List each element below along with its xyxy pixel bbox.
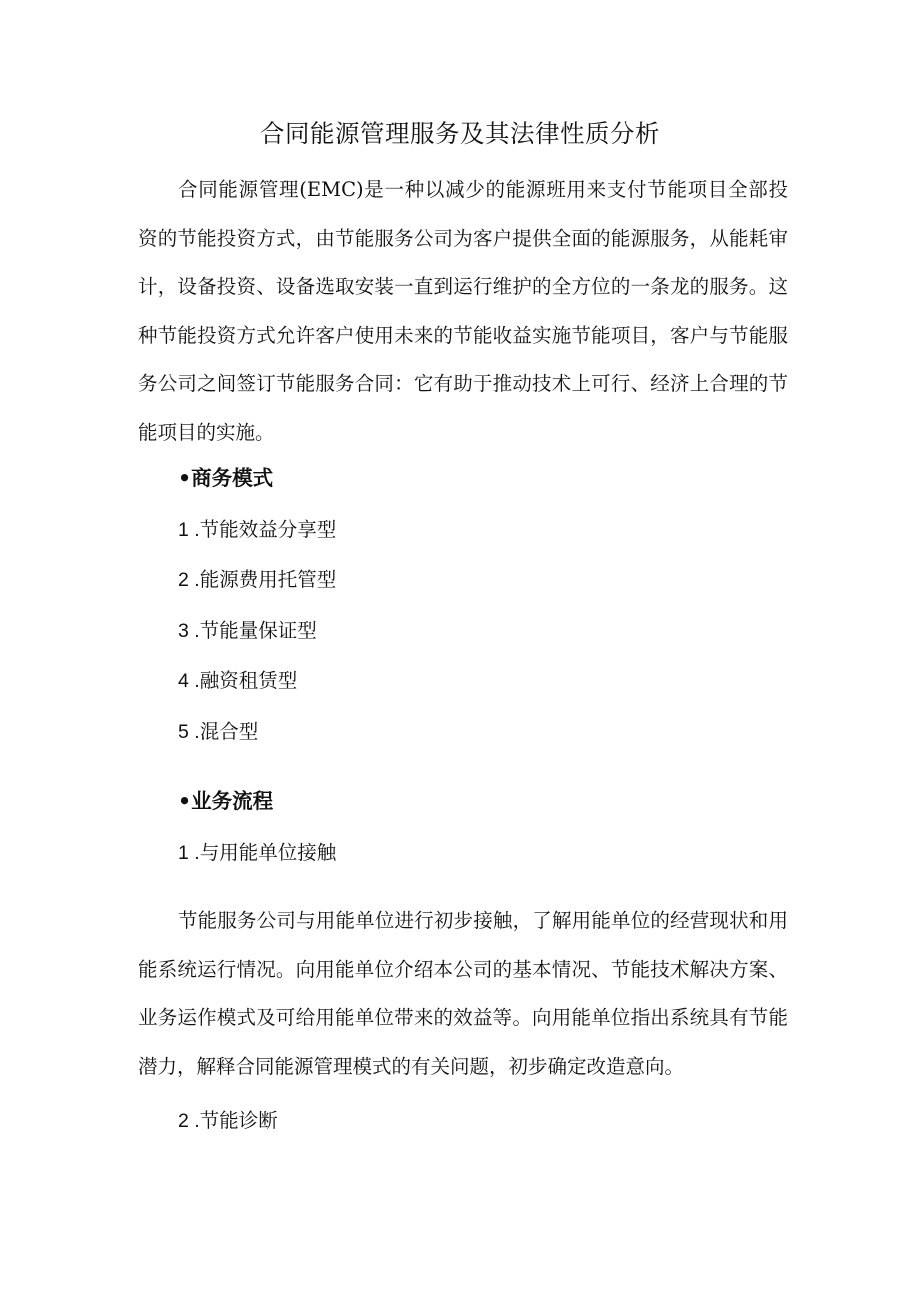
list-item-label: 融资租赁型 xyxy=(199,669,298,692)
list-item-label: 节能效益分享型 xyxy=(199,518,337,541)
list-item xyxy=(178,614,317,648)
list-item-number: 1 xyxy=(178,842,189,864)
list-item-number: 3 xyxy=(178,620,189,642)
list-item xyxy=(178,563,336,597)
list-item-separator: . xyxy=(188,620,200,642)
list-item-separator: . xyxy=(188,721,200,743)
list-item-separator: . xyxy=(188,519,200,541)
document-title: 合同能源管理服务及其法律性质分析 xyxy=(260,119,660,148)
list-item-label: 节能量保证型 xyxy=(199,619,317,642)
list-item-number: 1 xyxy=(178,519,189,541)
list-item-separator: . xyxy=(188,670,200,692)
list-item xyxy=(178,664,297,698)
list-item xyxy=(178,715,258,749)
list-item-number: 2 xyxy=(178,569,189,591)
intro-paragraph: 合同能源管理(EMC)是一种以减少的能源班用来支付节能项目全部投资的节能投资方式，由节能服务公司为客户提供全面的能源服务，从能耗审计，设备投资、设备选取安装一直到运行维护的全方位的一条龙的服务。这种节能投资方式允许客户使用未来的节能收益实施节能项目，客户与节能服务公司之间签订节能服务合同：它有助于推动技术上可行、经济上合理的节能项目的实施。 xyxy=(138,178,788,444)
list-item-label: 能源费用托管型 xyxy=(199,568,337,591)
list-item-separator: . xyxy=(188,842,200,864)
section-heading-business-process: •业务流程 xyxy=(178,789,274,813)
list-item-separator: . xyxy=(188,569,200,591)
list-item-number: 2 xyxy=(178,1110,189,1132)
process-step-2 xyxy=(178,1104,278,1138)
list-item-label: 混合型 xyxy=(199,720,259,743)
list-item-number: 5 xyxy=(178,721,189,743)
list-item xyxy=(178,513,336,547)
list-item-number: 4 xyxy=(178,670,189,692)
list-item-separator: . xyxy=(188,1110,200,1132)
process-step-1 xyxy=(178,836,336,870)
section-heading-business-model: •商务模式 xyxy=(178,466,274,490)
list-item-label: 节能诊断 xyxy=(199,1109,278,1132)
list-item-label: 与用能单位接触 xyxy=(199,841,337,864)
process-step-1-body: 节能服务公司与用能单位进行初步接触，了解用能单位的经营现状和用能系统运行情况。向用能单位介绍本公司的基本情况、节能技术解决方案、业务运作模式及可给用能单位带来的效益等。向用能单位指出系统具有节能潜力，解释合同能源管理模式的有关问题，初步确定改造意向。 xyxy=(138,909,788,1078)
